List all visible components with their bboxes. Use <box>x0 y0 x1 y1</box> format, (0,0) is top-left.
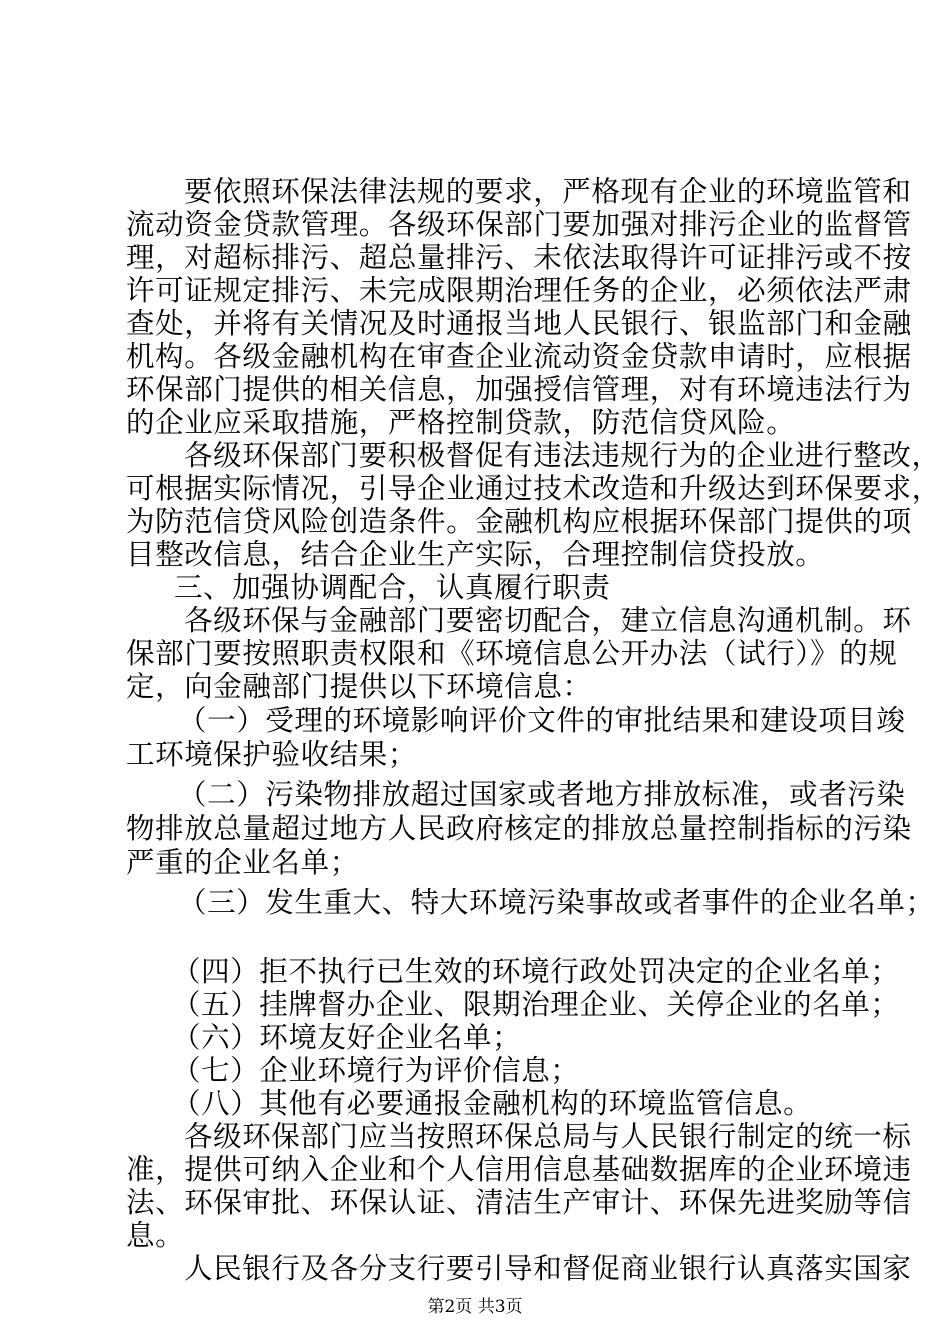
paragraph-line: 理，对超标排污、超总量排污、未依法取得许可证排污或不按 <box>126 241 912 274</box>
paragraph-line: 许可证规定排污、未完成限期治理任务的企业，必须依法严肃 <box>126 274 912 307</box>
paragraph-line: 法、环保审批、环保认证、清洁生产审计、环保先进奖励等信 <box>126 1186 912 1219</box>
paragraph-line: 为防范信贷风险创造条件。金融机构应根据环保部门提供的项 <box>126 505 912 538</box>
paragraph-line: 人民银行及各分支行要引导和督促商业银行认真落实国家 <box>184 1252 912 1285</box>
paragraph-line: 环保部门提供的相关信息，加强授信管理，对有环境违法行为 <box>126 373 912 406</box>
paragraph-line: 各级环保部门应当按照环保总局与人民银行制定的统一标 <box>184 1120 912 1153</box>
paragraph-line: 定，向金融部门提供以下环境信息： <box>126 670 592 703</box>
paragraph-line: 保部门要按照职责权限和《环境信息公开办法（试行）》的规 <box>126 637 898 670</box>
list-item: 工环境保护验收结果； <box>126 738 418 771</box>
paragraph-line: 要依照环保法律法规的要求，严格现有企业的环境监管和 <box>184 175 912 208</box>
list-item: （四）拒不执行已生效的环境行政处罚决定的企业名单； <box>172 955 900 988</box>
paragraph-line: 目整改信息，结合企业生产实际，合理控制信贷投放。 <box>126 538 825 571</box>
list-item: （三）发生重大、特大环境污染事故或者事件的企业名单； <box>178 886 935 919</box>
paragraph-line: 可根据实际情况，引导企业通过技术改造和升级达到环保要求， <box>126 472 941 505</box>
paragraph-line: 流动资金贷款管理。各级环保部门要加强对排污企业的监督管 <box>126 208 912 241</box>
page-number-footer: 第2页 共3页 <box>427 1297 523 1317</box>
section-heading: 三、加强协调配合，认真履行职责 <box>174 571 611 604</box>
list-item: （八）其他有必要通报金融机构的环境监管信息。 <box>172 1087 813 1120</box>
paragraph-line: 各级环保与金融部门要密切配合，建立信息沟通机制。环 <box>184 604 912 637</box>
list-item: （二）污染物排放超过国家或者地方排放标准，或者污染 <box>178 778 906 811</box>
list-item: 物排放总量超过地方人民政府核定的排放总量控制指标的污染 <box>126 812 912 845</box>
list-item: （七）企业环境行为评价信息； <box>172 1054 580 1087</box>
paragraph-line: 准，提供可纳入企业和个人信用信息基础数据库的企业环境违 <box>126 1153 912 1186</box>
paragraph-line: 息。 <box>126 1219 185 1252</box>
list-item: （六）环境友好企业名单； <box>172 1021 522 1054</box>
paragraph-line: 机构。各级金融机构在审查企业流动资金贷款申请时，应根据 <box>126 340 912 373</box>
list-item: 严重的企业名单； <box>126 846 359 879</box>
paragraph-line: 查处，并将有关情况及时通报当地人民银行、银监部门和金融 <box>126 307 912 340</box>
list-item: （一）受理的环境影响评价文件的审批结果和建设项目竣 <box>178 704 906 737</box>
paragraph-line: 的企业应采取措施，严格控制贷款，防范信贷风险。 <box>126 406 796 439</box>
list-item: （五）挂牌督办企业、限期治理企业、关停企业的名单； <box>172 988 900 1021</box>
paragraph-line: 各级环保部门要积极督促有违法违规行为的企业进行整改， <box>184 439 941 472</box>
